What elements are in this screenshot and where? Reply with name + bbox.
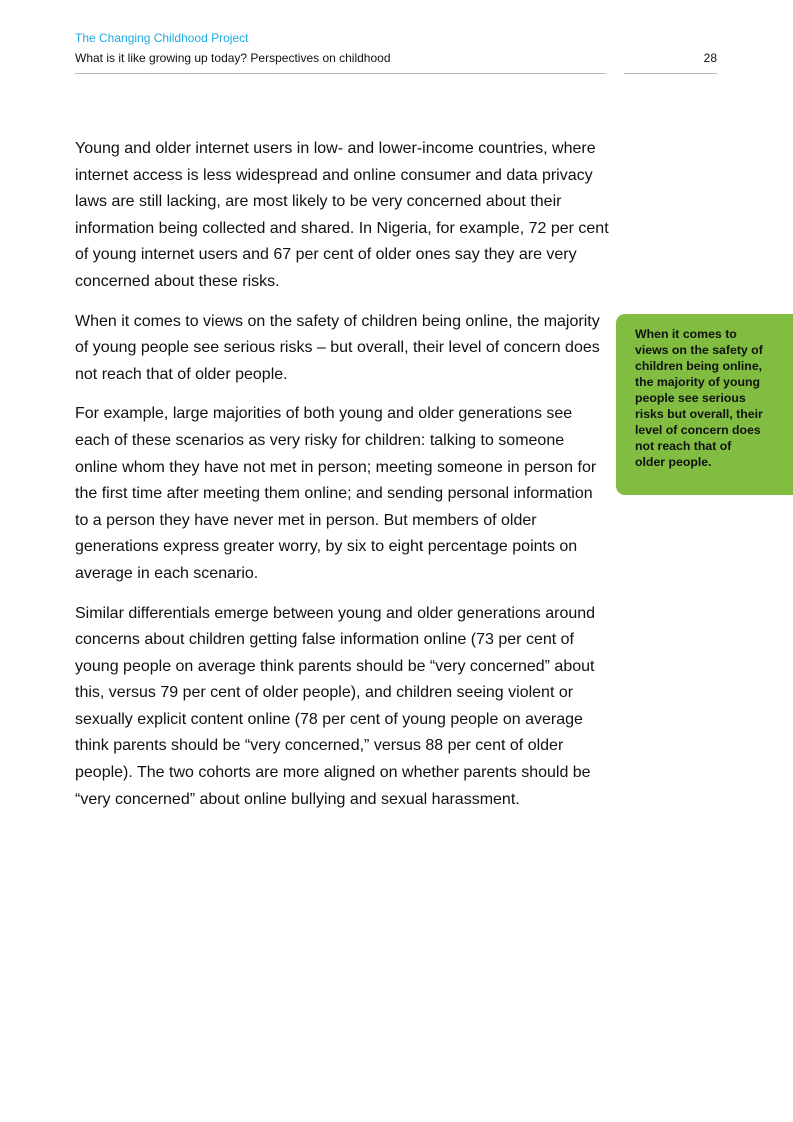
pull-quote-callout bbox=[616, 314, 793, 495]
report-title: What is it like growing up today? Perspectives on childhood bbox=[75, 51, 391, 65]
body-paragraph-3: For example, large majorities of both young and older generations see each of these scenarios as very risky for children: talking to someone online whom they have not met in person; meeting someone in person for the first time after meeting them online; and sending personal information to a person they have never met in person. But members of older generations express greater worry, by six to eight percentage points on average in each scenario. bbox=[75, 405, 597, 582]
project-title: The Changing Childhood Project bbox=[75, 31, 249, 45]
header-divider-right bbox=[624, 73, 717, 74]
page-number: 28 bbox=[703, 51, 717, 65]
body-paragraph-4: Similar differentials emerge between young and older generations around concerns about children getting false information online (73 per cent of young people on average think parents should be “very concerned” about this, versus 79 per cent of older people), and children seeing violent or sexually explicit content online (78 per cent of young people on average think parents should be “very concerned,” versus 88 per cent of older people). The two cohorts are more aligned on whether parents should be “very concerned” about online bullying and sexual harassment. bbox=[75, 604, 596, 808]
body-paragraph-2: When it comes to views on the safety of children being online, the majority of young people see serious risks – but overall, their level of concern does not reach that of older people. bbox=[75, 312, 600, 383]
body-paragraph-1: Young and older internet users in low- and lower-income countries, where internet access is less widespread and online consumer and data privacy laws are still lacking, are most likely to be very concerned about their information being collected and shared. In Nigeria, for example, 72 per cent of young internet users and 67 per cent of older ones say they are very concerned about these risks. bbox=[75, 140, 609, 290]
page-header bbox=[75, 30, 717, 66]
body-text bbox=[75, 136, 610, 826]
header-divider-left bbox=[75, 73, 606, 74]
pull-quote-text: When it comes to views on the safety of children being online, the majority of young people see serious risks but overall, their level of concern does not reach that of older people. bbox=[635, 327, 763, 469]
